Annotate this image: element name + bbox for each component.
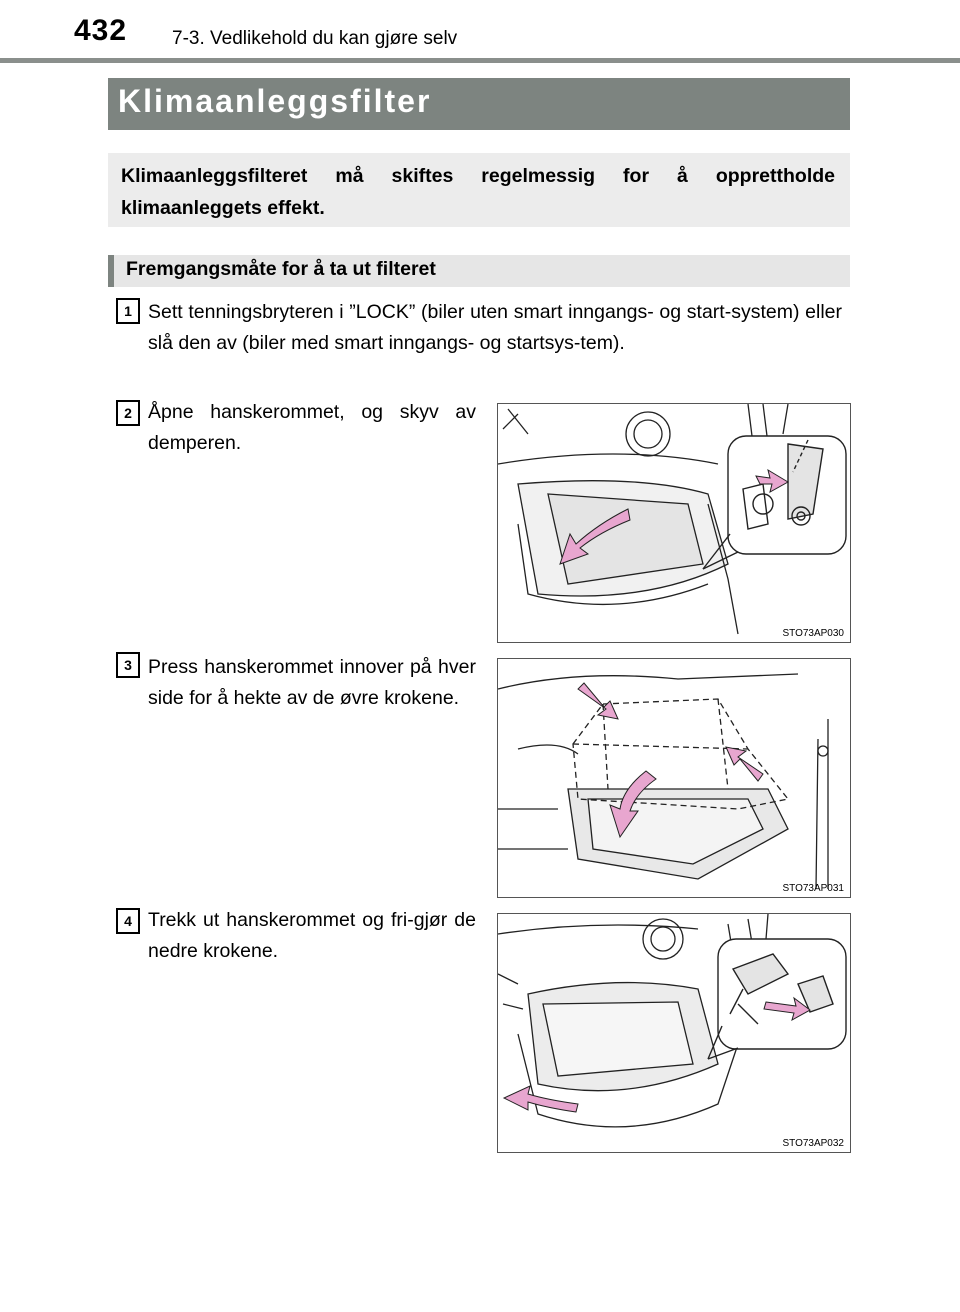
section-title: Klimaanleggsfilter xyxy=(118,83,432,119)
figure-label-3: STO73AP031 xyxy=(782,883,844,894)
figure-glovebox-pull xyxy=(497,913,851,1153)
step-badge-3: 3 xyxy=(116,652,140,678)
step-badge-1: 1 xyxy=(116,298,140,324)
figure-glovebox-open xyxy=(497,403,851,643)
press-arrow-left xyxy=(578,683,618,719)
intro-box xyxy=(108,153,850,227)
intro-text: Klimaanleggsfilteret må skiftes regelmessig for å opprettholde klimaanleggets effekt. xyxy=(121,165,835,219)
header-rule xyxy=(0,58,960,63)
subsection-title: Fremgangsmåte for å ta ut filteret xyxy=(126,258,436,280)
section-title-bar xyxy=(108,78,850,130)
chapter-heading: 7-3. Vedlikehold du kan gjøre selv xyxy=(172,28,458,49)
step-text-3: Press hanskerommet innover på hver side for å hekte av de øvre krokene. xyxy=(148,656,476,709)
figure-label-4: STO73AP032 xyxy=(782,1138,844,1149)
step-text-4: Trekk ut hanskerommet og fri-gjør de nedre krokene. xyxy=(148,909,476,962)
step-text-1: Sett tenningsbryteren i ”LOCK” (biler uten smart inngangs- og start-system) eller slå den av (biler med smart inngangs- og startsys-tem). xyxy=(148,301,842,354)
pull-out-arrow xyxy=(504,1086,578,1112)
glovebox-open-illustration xyxy=(498,404,850,642)
step-badge-4: 4 xyxy=(116,908,140,934)
step-text-2: Åpne hanskerommet, og skyv av demperen. xyxy=(148,401,476,454)
step-badge-2: 2 xyxy=(116,400,140,426)
press-arrow-right xyxy=(726,747,763,781)
subsection-bar xyxy=(108,255,850,287)
subsection-accent xyxy=(108,255,114,287)
glovebox-press-illustration xyxy=(498,659,850,897)
figure-glovebox-press xyxy=(497,658,851,898)
glovebox-pull-illustration xyxy=(498,914,850,1152)
page-number: 432 xyxy=(74,14,128,47)
figure-label-2: STO73AP030 xyxy=(782,628,844,639)
